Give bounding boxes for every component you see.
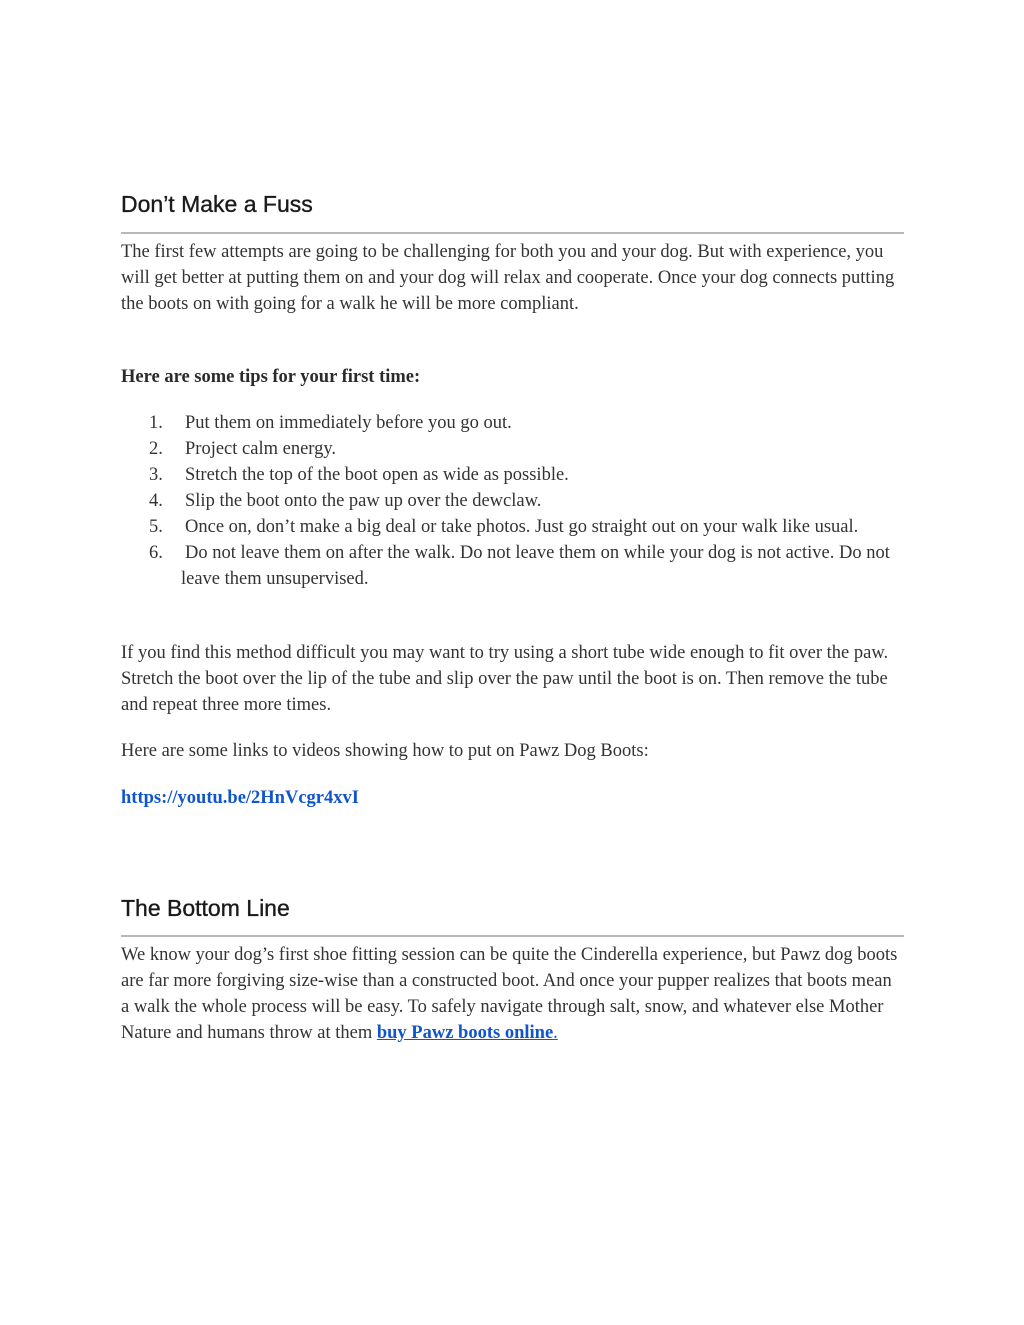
list-item-text: Once on, don’t make a big deal or take photos. Just go straight out on your walk like usual. [185, 517, 859, 537]
list-item [121, 488, 904, 514]
section-divider [121, 232, 904, 234]
links-intro-paragraph: Here are some links to videos showing how to put on Pawz Dog Boots: [121, 741, 649, 761]
list-item [121, 436, 904, 462]
bottom-line-paragraph [121, 942, 904, 1046]
section-divider [121, 935, 904, 937]
section-heading-the-bottom-line: The Bottom Line [121, 895, 290, 921]
list-item-text: Stretch the top of the boot open as wide as possible. [185, 465, 569, 485]
video-link-paragraph [121, 785, 904, 811]
trailing-period: . [553, 1023, 558, 1043]
list-item-text: Slip the boot onto the paw up over the dewclaw. [185, 491, 542, 511]
list-item-number: 6. [149, 543, 163, 563]
list-item-text: Put them on immediately before you go out. [185, 413, 512, 433]
bottom-line-text: We know your dog’s first shoe fitting session can be quite the Cinderella experience, but Pawz dog boots are far more forgiving size-wise than a constructed boot. And once your pupper realizes that boots mean a walk the whole process will be easy. To safely navigate through salt, snow, and whatever else Mother Nature and humans throw at them [121, 945, 898, 1043]
method-paragraph: If you find this method difficult you may want to try using a short tube wide enough to fit over the paw. Stretch the boot over the lip of the tube and slip over the paw until the boot is on. Then remove the tube and repeat three more times. [121, 643, 889, 715]
list-item-number: 1. [149, 413, 163, 433]
tips-list [121, 410, 904, 592]
list-item-number: 2. [149, 439, 163, 459]
list-item-number: 3. [149, 465, 163, 485]
list-item [121, 410, 904, 436]
list-item-number: 5. [149, 517, 163, 537]
list-item [121, 514, 904, 540]
list-item-text: Project calm energy. [185, 439, 337, 459]
section-heading-dont-make-a-fuss: Don’t Make a Fuss [121, 191, 313, 217]
video-link[interactable]: https://youtu.be/2HnVcgr4xvI [121, 788, 359, 808]
tips-heading: Here are some tips for your first time: [121, 367, 421, 387]
list-item [121, 540, 904, 592]
buy-pawz-boots-link[interactable]: buy Pawz boots online [376, 1023, 554, 1043]
intro-paragraph: The first few attempts are going to be challenging for both you and your dog. But with experience, you will get better at putting them on and your dog will relax and cooperate. Once your dog connects putting the boots on with going for a walk he will be more compliant. [121, 242, 895, 314]
list-item-text: Do not leave them on after the walk. Do not leave them on while your dog is not active. Do not leave them unsupervised. [181, 543, 890, 589]
list-item [121, 462, 904, 488]
list-item-number: 4. [149, 491, 163, 511]
